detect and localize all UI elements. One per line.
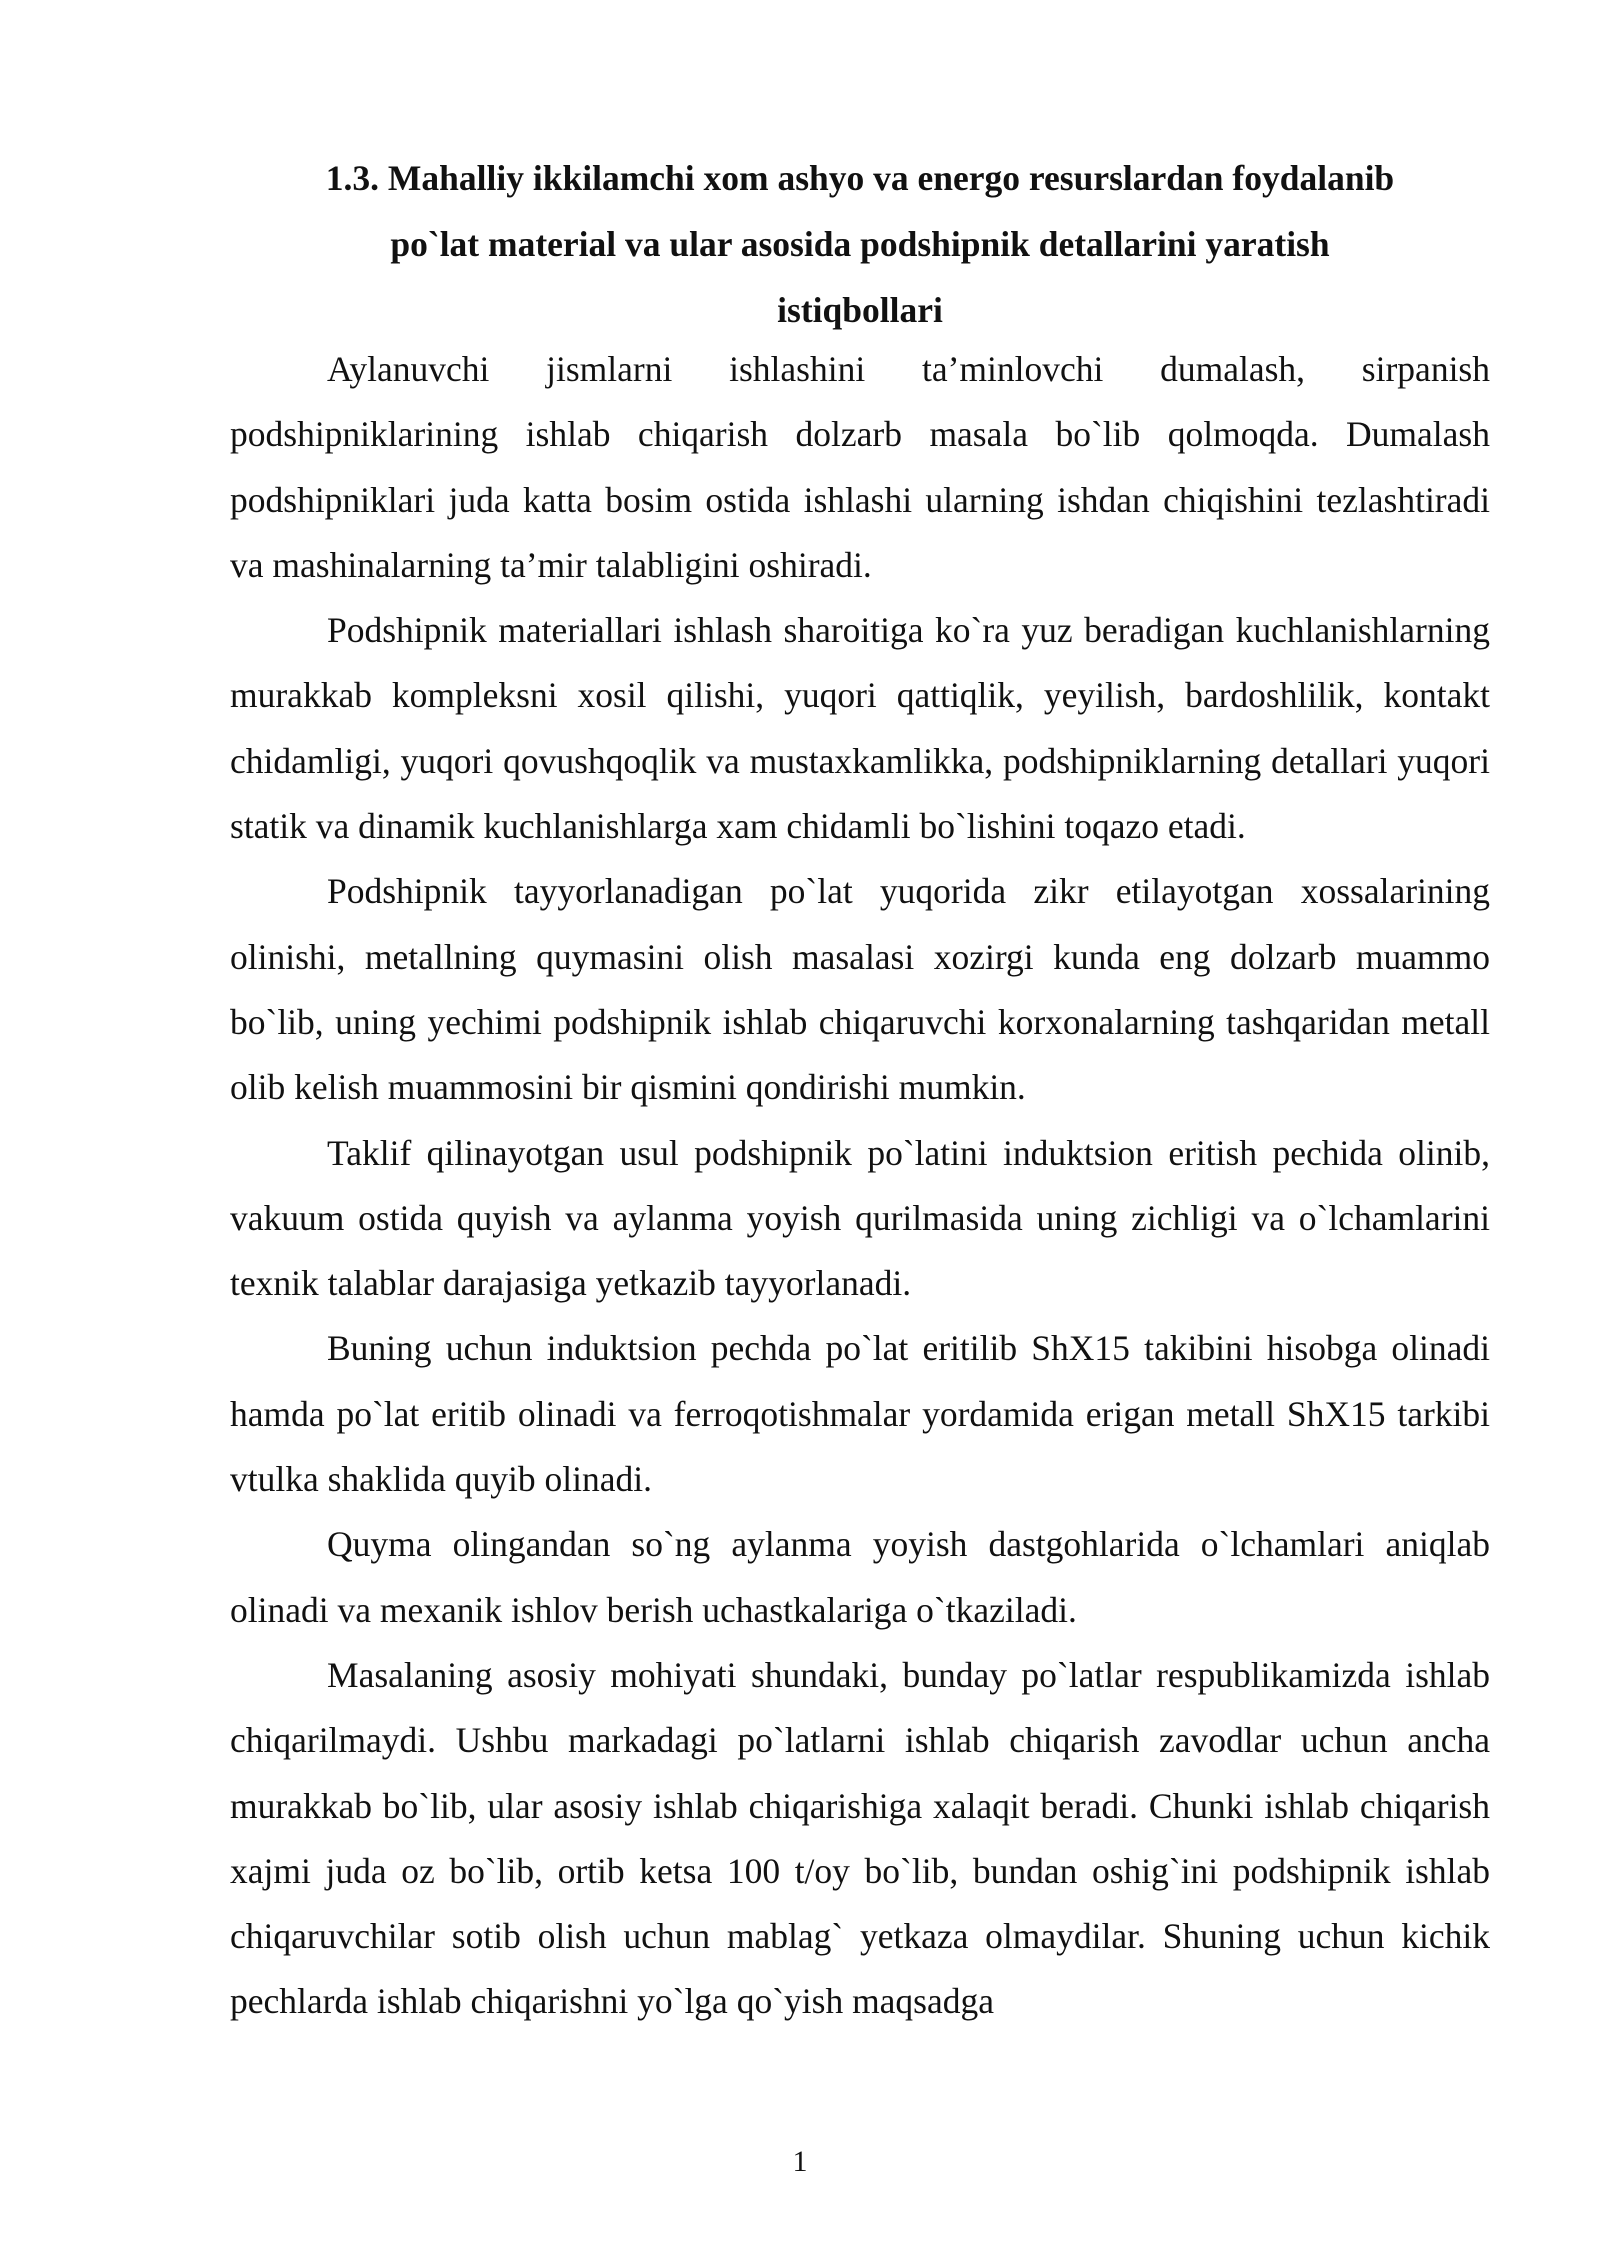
paragraph-1: Aylanuvchi jismlarni ishlashini ta’minlovchi dumalash, sirpanish podshipniklarining ishlab chiqarish dolzarb masala bo`lib qolmoqda. Dumalash podshipniklari juda katta bosim ostida ishlashi ularning ishdan chiqishini tezlashtiradi va mashinalarning ta’mir talabligini oshiradi.: [230, 349, 1490, 585]
paragraph-7: Masalaning asosiy mohiyati shundaki, bunday po`latlar respublikamizda ishlab chiqarilmaydi. Ushbu markadagi po`latlarni ishlab chiqarish zavodlar uchun ancha murakkab bo`lib, ular asosiy ishlab chiqarishiga xalaqit beradi. Chunki ishlab chiqarish xajmi juda oz bo`lib, ortib ketsa 100 t/oy bo`lib, bundan oshig`ini podshipnik ishlab chiqaruvchilar sotib olish uchun mablag` yetkaza olmaydilar. Shuning uchun kichik pechlarda ishlab chiqarishni yo`lga qo`yish maqsadga: [230, 1654, 1490, 2022]
paragraph-5: Buning uchun induktsion pechda po`lat eritilib ShX15 takibini hisobga olinadi hamda po`lat eritib olinadi va ferroqotishmalar yordamida erigan metall ShX15 tarkibi vtulka shaklida quyib olinadi.: [230, 1328, 1490, 1500]
paragraph-6: Quyma olingandan so`ng aylanma yoyish dastgohlarida o`lchamlari aniqlab olinadi va mexanik ishlov berish uchastkalariga o`tkaziladi.: [230, 1524, 1490, 1630]
heading-line-3: istiqbollari: [777, 290, 943, 330]
body-text: [230, 337, 1490, 2035]
paragraph-3: Podshipnik tayyorlanadigan po`lat yuqorida zikr etilayotgan xossalarining olinishi, metallning quymasini olish masalasi xozirgi kunda eng dolzarb muammo bo`lib, uning yechimi podshipnik ishlab chiqaruvchi korxonalarning tashqaridan metall olib kelish muammosini bir qismini qondirishi mumkin.: [230, 871, 1490, 1108]
section-heading: [230, 145, 1490, 343]
heading-line-2: po`lat material va ular asosida podshipnik detallarini yaratish: [390, 224, 1330, 264]
paragraph-2: Podshipnik materiallari ishlash sharoitiga ko`ra yuz beradigan kuchlanishlarning murakkab kompleksni xosil qilishi, yuqori qattiqlik, yeyilish, bardoshlilik, kontakt chidamligi, yuqori qovushqoqlik va mustaxkamlikka, podshipniklarning detallari yuqori statik va dinamik kuchlanishlarga xam chidamli bo`lishini toqazo etadi.: [230, 610, 1490, 847]
page-number: 1: [792, 2145, 808, 2178]
paragraph-4: Taklif qilinayotgan usul podshipnik po`latini induktsion eritish pechida olinib, vakuum ostida quyish va aylanma yoyish qurilmasida uning zichligi va o`lchamlarini texnik talablar darajasiga yetkazib tayyorlanadi.: [230, 1132, 1490, 1304]
heading-line-1: 1.3. Mahalliy ikkilamchi xom ashyo va energo resurslardan foydalanib: [325, 158, 1395, 198]
